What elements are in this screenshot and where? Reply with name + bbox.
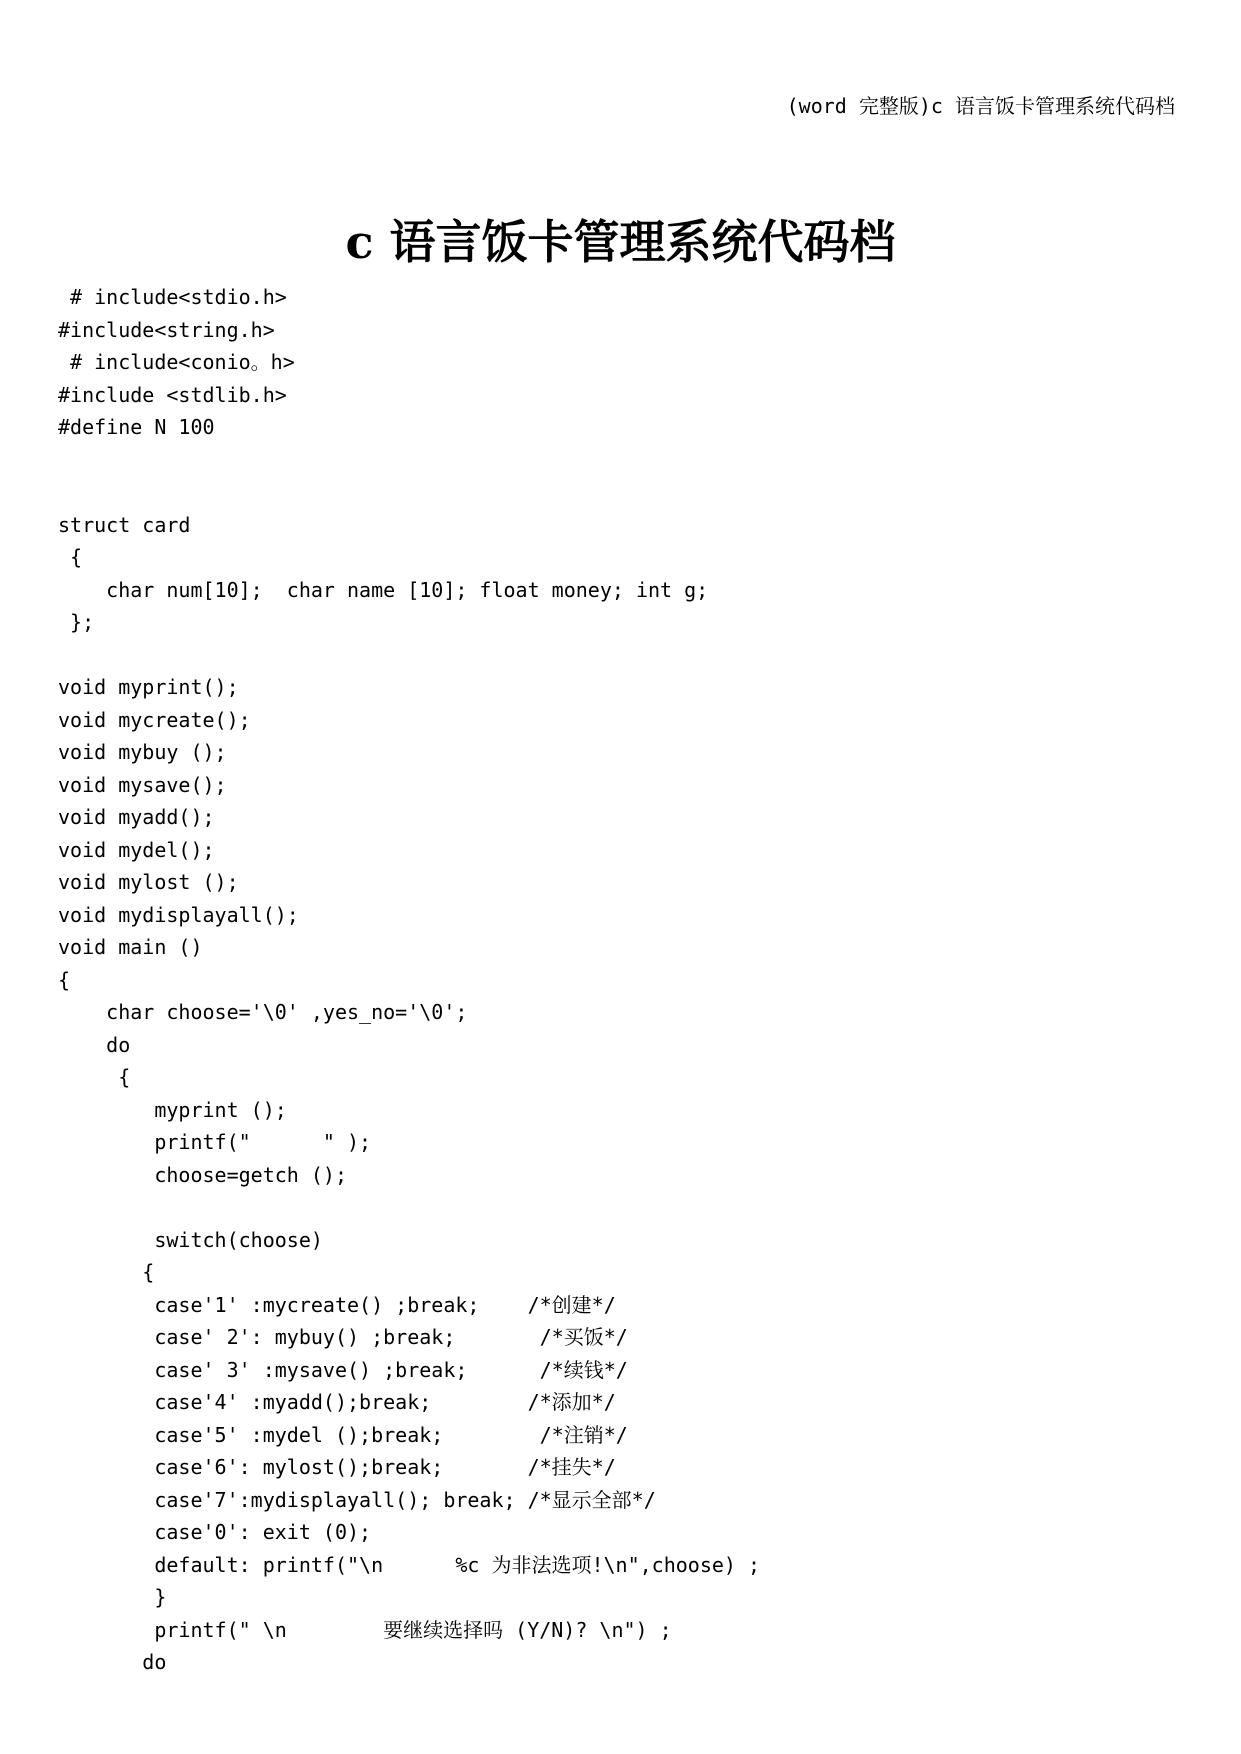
code-line: void main () [58, 935, 203, 959]
code-line [58, 639, 760, 672]
code-line: { [58, 1065, 131, 1089]
code-line: default: printf("\n %c 为非法选项!\n",choose) ; [58, 1552, 761, 1577]
code-line: struct card [58, 512, 191, 537]
code-line: do [58, 1650, 167, 1674]
code-line: case'4' :myadd();break; /*添加*/ [58, 1390, 616, 1414]
code-listing [58, 281, 760, 1679]
code-line: void mysave(); [58, 772, 227, 797]
document-title: c 语言饭卡管理系统代码档 [345, 215, 896, 269]
code-line [58, 476, 760, 509]
code-line: do [58, 1032, 131, 1057]
code-line: # include<conio。h> [58, 350, 295, 374]
code-line: case'0': exit (0); [58, 1520, 372, 1544]
code-line: void mycreate(); [58, 707, 251, 732]
code-line [58, 1191, 760, 1224]
code-line: } [58, 1585, 167, 1609]
code-line: case' 2': mybuy() ;break; /*买饭*/ [58, 1325, 628, 1349]
code-line: printf(" \n 要继续选择吗 (Y/N)? \n") ; [58, 1617, 672, 1642]
code-line: # include<stdio.h> [58, 285, 287, 309]
code-line: }; [58, 610, 95, 634]
code-line: case'5' :mydel ();break; /*注销*/ [58, 1422, 628, 1447]
code-line: #include <stdlib.h> [58, 382, 287, 407]
code-line: { [58, 967, 71, 992]
code-line: case'1' :mycreate() ;break; /*创建*/ [58, 1292, 616, 1317]
code-line: void myprint(); [58, 675, 239, 699]
code-line: { [58, 1260, 155, 1284]
code-line: void myadd(); [58, 805, 215, 829]
running-header: (word 完整版)c 语言饭卡管理系统代码档 [786, 94, 1175, 118]
code-line [58, 444, 760, 477]
code-line: myprint (); [58, 1097, 287, 1122]
code-line: case'7':mydisplayall(); break; /*显示全部*/ [58, 1487, 656, 1512]
code-line: choose=getch (); [58, 1162, 347, 1187]
code-line: char choose='\0' ,yes_no='\0'; [58, 1000, 468, 1024]
code-line: case'6': mylost();break; /*挂失*/ [58, 1455, 616, 1479]
code-line: #define N 100 [58, 415, 215, 439]
code-line: case' 3' :mysave() ;break; /*续钱*/ [58, 1357, 628, 1382]
code-line: void mybuy (); [58, 740, 227, 764]
code-line: void mylost (); [58, 870, 239, 894]
code-line: void mydel(); [58, 837, 215, 862]
code-line: #include<string.h> [58, 317, 275, 342]
code-line: void mydisplayall(); [58, 902, 299, 927]
code-line: switch(choose) [58, 1227, 323, 1252]
code-line: printf(" " ); [58, 1130, 372, 1154]
code-line: { [58, 545, 83, 569]
code-line: char num[10]; char name [10]; float money; int g; [58, 577, 709, 602]
